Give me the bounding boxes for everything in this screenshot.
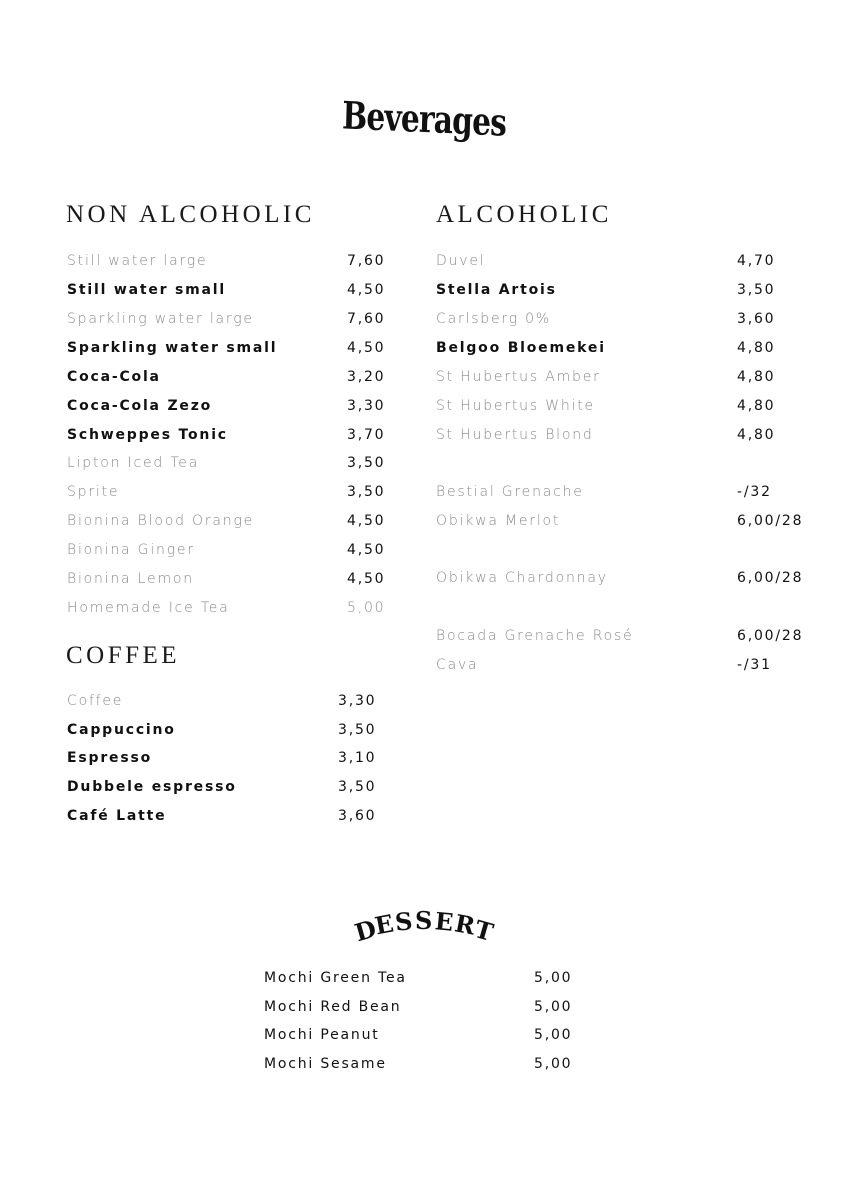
item-price: 4,70 <box>737 253 776 269</box>
item-name: Coca-Cola Zezo <box>67 398 213 414</box>
menu-item <box>67 776 387 798</box>
item-price: 3,60 <box>338 808 377 824</box>
item-price: 4,50 <box>347 282 386 298</box>
item-name: Mochi Sesame <box>264 1056 387 1072</box>
item-price: 7,60 <box>347 253 386 269</box>
item-name: Belgoo Bloemekei <box>436 340 606 356</box>
item-name: Dubbele espresso <box>67 779 237 795</box>
menu-item <box>67 747 387 769</box>
item-name: Mochi Peanut <box>264 1027 380 1043</box>
dessert-heading-letter: T <box>471 914 497 947</box>
item-price: 5,00 <box>534 1056 573 1072</box>
item-name: Obikwa Merlot <box>436 513 561 529</box>
item-price: 3,50 <box>338 779 377 795</box>
item-name: Lipton Iced Tea <box>67 455 200 471</box>
item-name: Obikwa Chardonnay <box>436 570 608 586</box>
coffee-heading: COFFEE <box>66 642 181 669</box>
item-price: 6,00/28 <box>737 513 804 529</box>
item-name: Stella Artois <box>436 282 557 298</box>
menu-item <box>436 567 816 589</box>
item-price: 5,00 <box>534 1027 573 1043</box>
item-price: 3,30 <box>347 398 386 414</box>
menu-item <box>67 395 387 417</box>
item-price: 3,30 <box>338 693 377 709</box>
item-name: Cava <box>436 657 479 673</box>
menu-item <box>67 719 387 741</box>
menu-item <box>67 597 387 619</box>
item-name: Still water small <box>67 282 226 298</box>
item-name: Mochi Green Tea <box>264 970 407 986</box>
item-price: 3,50 <box>347 484 386 500</box>
item-price: 7,60 <box>347 311 386 327</box>
menu-item <box>67 279 387 301</box>
item-name: Bionina Lemon <box>67 571 194 587</box>
item-name: Mochi Red Bean <box>264 999 402 1015</box>
item-price: 3,10 <box>338 750 377 766</box>
menu-item <box>67 424 387 446</box>
menu-item <box>436 279 816 301</box>
item-name: Schweppes Tonic <box>67 427 228 443</box>
non-alcoholic-heading: NON ALCOHOLIC <box>66 201 315 228</box>
menu-item <box>67 366 387 388</box>
item-name: Bionina Blood Orange <box>67 513 255 529</box>
alcoholic-heading: ALCOHOLIC <box>436 201 612 228</box>
menu-item <box>436 625 816 647</box>
item-name: St Hubertus White <box>436 398 595 414</box>
dessert-heading-letter: S <box>415 906 433 935</box>
item-name: Duvel <box>436 253 486 269</box>
menu-item <box>67 337 387 359</box>
menu-item <box>436 395 816 417</box>
item-price: 4,50 <box>347 571 386 587</box>
item-price: 3,20 <box>347 369 386 385</box>
item-price: 4,50 <box>347 340 386 356</box>
item-price: 4,50 <box>347 542 386 558</box>
item-name: Sparkling water small <box>67 340 278 356</box>
item-price: 3,50 <box>737 282 776 298</box>
item-price: 6,00/28 <box>737 628 804 644</box>
menu-item <box>67 805 387 827</box>
item-price: 6,00/28 <box>737 570 804 586</box>
menu-item <box>67 250 387 272</box>
item-name: Coca-Cola <box>67 369 161 385</box>
item-price: 4,80 <box>737 340 776 356</box>
menu-item <box>264 967 584 989</box>
item-price: 4,80 <box>737 398 776 414</box>
item-name: Carlsberg 0% <box>436 311 551 327</box>
item-price: 3,50 <box>347 455 386 471</box>
dessert-heading-letter: E <box>372 908 396 941</box>
item-price: -/31 <box>737 657 772 673</box>
page-title: Beverages <box>341 92 507 145</box>
menu-item <box>67 481 387 503</box>
item-name: Bocada Grenache Rosé <box>436 628 634 644</box>
item-price: 3,60 <box>737 311 776 327</box>
item-price: 4,50 <box>347 513 386 529</box>
item-price: 3,70 <box>347 427 386 443</box>
item-name: St Hubertus Blond <box>436 427 594 443</box>
menu-item <box>264 1024 584 1046</box>
menu-item <box>436 510 816 532</box>
item-price: 4,80 <box>737 427 776 443</box>
menu-item <box>264 1053 584 1075</box>
item-name: Bestial Grenache <box>436 484 584 500</box>
item-price: 5,00 <box>534 970 573 986</box>
menu-item <box>67 690 387 712</box>
item-price: -/32 <box>737 484 772 500</box>
menu-item <box>67 510 387 532</box>
menu-item <box>67 539 387 561</box>
menu-item <box>436 366 816 388</box>
item-name: Still water large <box>67 253 208 269</box>
menu-item <box>436 308 816 330</box>
item-name: Sprite <box>67 484 120 500</box>
item-name: Espresso <box>67 750 153 766</box>
dessert-heading-letter: S <box>393 906 414 937</box>
item-name: Coffee <box>67 693 124 709</box>
item-name: Homemade Ice Tea <box>67 600 230 616</box>
menu-item <box>67 452 387 474</box>
dessert-heading-letter: R <box>452 908 478 942</box>
menu-item <box>264 996 584 1018</box>
item-name: Bionina Ginger <box>67 542 195 558</box>
item-name: St Hubertus Amber <box>436 369 601 385</box>
item-price: 5,00 <box>534 999 573 1015</box>
dessert-heading-letter: E <box>433 906 455 937</box>
item-price: 5,00 <box>347 600 386 616</box>
dessert-heading-letter: D <box>351 913 380 948</box>
menu-item <box>436 654 816 676</box>
dessert-heading <box>0 900 848 950</box>
menu-item <box>436 337 816 359</box>
item-name: Cappuccino <box>67 722 176 738</box>
item-price: 3,50 <box>338 722 377 738</box>
menu-item <box>436 481 816 503</box>
menu-item <box>67 568 387 590</box>
menu-item <box>436 250 816 272</box>
menu-item <box>436 424 816 446</box>
item-price: 4,80 <box>737 369 776 385</box>
item-name: Café Latte <box>67 808 167 824</box>
item-name: Sparkling water large <box>67 311 254 327</box>
menu-item <box>67 308 387 330</box>
